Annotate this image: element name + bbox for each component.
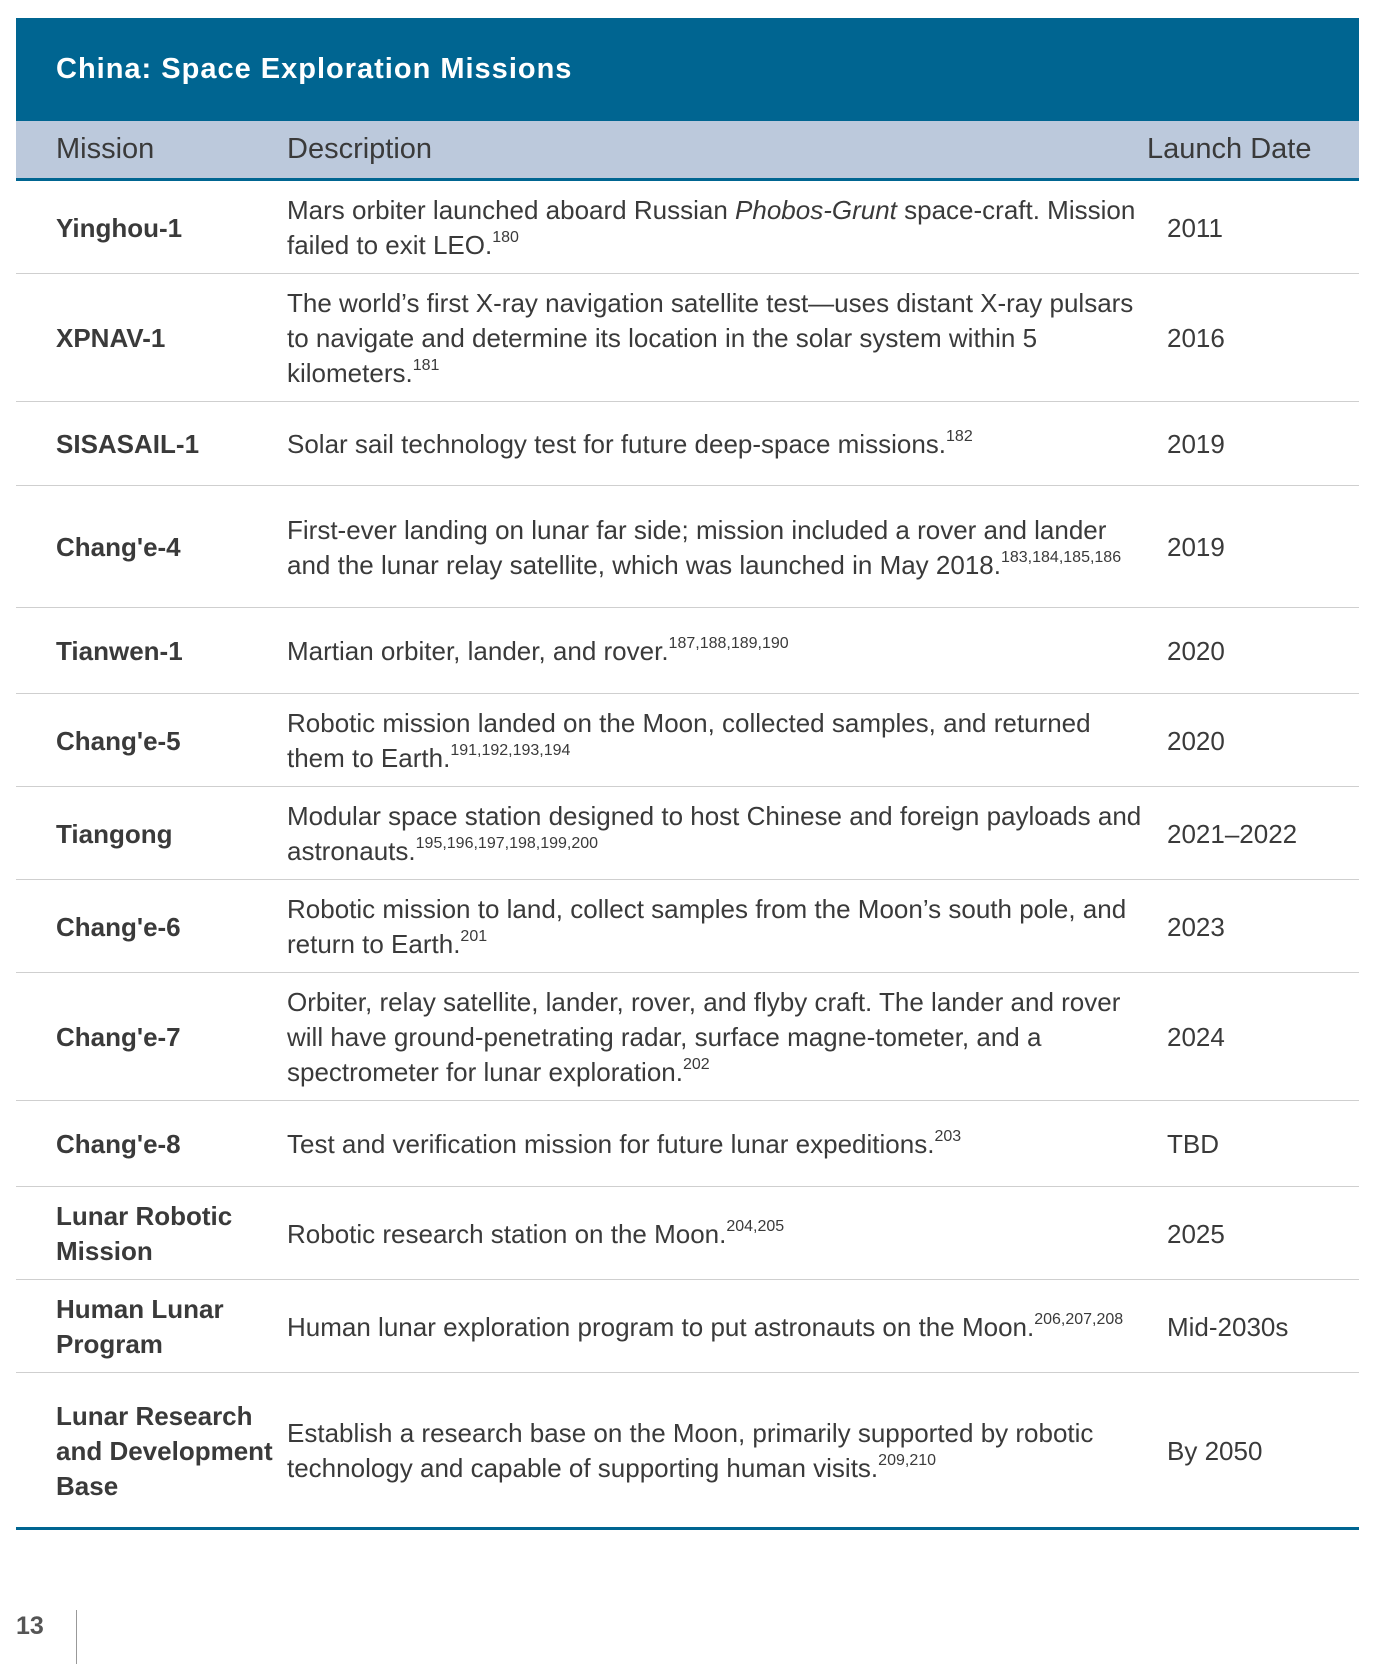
mission-name: Chang'e-7 [16,973,287,1101]
footnote-reference: 203 [934,1128,962,1145]
page-number: 13 [16,1612,44,1640]
footnote-reference: 180 [492,229,519,246]
launch-date: Mid-2030s [1167,1280,1359,1373]
description-emphasis: Phobos-Grunt [735,195,897,225]
description-text: Robotic mission to land, collect samples from the Moon’s south pole, and return to Earth. [287,894,1127,959]
mission-description [287,973,1167,1101]
table-row [16,1187,1359,1280]
mission-description [287,274,1167,402]
description-text: Orbiter, relay satellite, lander, rover, and flyby craft. The lander and rover will have ground-penetrating radar, surface magne-tometer, and a spectrometer for lunar exploration. [287,987,1121,1087]
footnote-reference: 187,188,189,190 [668,635,789,652]
launch-date: 2025 [1167,1187,1359,1280]
launch-date: 2021–2022 [1167,787,1359,880]
mission-description [287,880,1167,973]
mission-description [287,402,1167,486]
table-row [16,1373,1359,1529]
launch-date: 2019 [1167,486,1359,608]
description-text: Test and verification mission for future lunar expeditions. [287,1129,935,1159]
mission-name: Chang'e-6 [16,880,287,973]
mission-description [287,181,1167,274]
table-row [16,787,1359,880]
table-row [16,486,1359,608]
table-row [16,1280,1359,1373]
mission-description [287,608,1167,694]
description-text: Modular space station designed to host Chinese and foreign payloads and astronauts. [287,801,1142,866]
description-text: Human lunar exploration program to put astronauts on the Moon. [287,1311,1035,1342]
table-row [16,608,1359,694]
launch-date: 2023 [1167,880,1359,973]
description-text: Mars orbiter launched aboard Russian [287,195,736,225]
description-text: First-ever landing on lunar far side; mission included a rover and lander and the lunar relay satellite, which was launched in May 2018. [287,514,1107,580]
table-row [16,880,1359,973]
footnote-reference: 191,192,193,194 [450,742,571,759]
mission-name: Tiangong [16,787,287,880]
launch-date: 2016 [1167,274,1359,402]
footer-divider [76,1610,77,1664]
mission-name: Chang'e-4 [16,486,287,608]
mission-name: XPNAV-1 [16,274,287,402]
mission-name: SISASAIL-1 [16,402,287,486]
mission-description [287,694,1167,787]
table-row [16,694,1359,787]
footnote-reference: 209,210 [878,1452,937,1469]
footnote-reference: 201 [460,928,488,945]
description-text: Robotic research station on the Moon. [287,1218,727,1249]
table-row [16,973,1359,1101]
launch-date: 2019 [1167,402,1359,486]
mission-name: Tianwen-1 [16,608,287,694]
mission-description [287,1187,1167,1280]
table-row [16,274,1359,402]
table-row [16,402,1359,486]
column-header-row [16,121,1359,181]
table-row [16,181,1359,274]
launch-date: 2020 [1167,608,1359,694]
mission-name: Yinghou-1 [16,181,287,274]
description-text: The world’s first X-ray navigation satellite test—uses distant X-ray pulsars to navigate and determine its location in the solar system within 5 kilometers. [287,288,1134,388]
description-text: Martian orbiter, lander, and rover. [287,636,669,666]
footnote-reference: 204,205 [726,1217,785,1235]
mission-description [287,486,1167,608]
mission-description [287,1373,1167,1529]
description-text: Robotic mission landed on the Moon, collected samples, and returned them to Earth. [287,708,1091,773]
mission-name: Human Lunar Program [16,1280,287,1373]
mission-name: Chang'e-8 [16,1101,287,1187]
column-header-description: Description [287,133,433,165]
table-row [16,1101,1359,1187]
description-text: Solar sail technology test for future deep-space missions. [287,429,947,459]
mission-description [287,787,1167,880]
footnote-reference: 195,196,197,198,199,200 [415,835,599,852]
footnote-reference: 206,207,208 [1034,1310,1124,1328]
missions-table-card [16,18,1359,1530]
description-text: Establish a research base on the Moon, primarily supported by robotic technology and capable of supporting human visits. [287,1418,1094,1483]
mission-description [287,1101,1167,1187]
launch-date: 2020 [1167,694,1359,787]
description-text-cont: space-craft. Mission failed to exit LEO. [287,195,1136,260]
title-bar [16,18,1359,121]
footnote-reference: 202 [682,1056,710,1073]
footnote-reference: 182 [946,428,973,445]
launch-date: By 2050 [1167,1435,1263,1466]
column-header-mission: Mission [56,133,155,165]
mission-name: Chang'e-5 [16,694,287,787]
footnote-reference: 183,184,185,186 [1000,548,1122,566]
launch-date: 2011 [1167,181,1359,274]
launch-date: TBD [1167,1101,1359,1187]
footnote-reference: 181 [412,357,440,374]
mission-name: Lunar Robotic Mission [16,1187,287,1280]
missions-table [16,181,1359,1530]
mission-description [287,1280,1167,1373]
table-title: China: Space Exploration Missions [56,53,573,85]
column-header-launch-date: Launch Date [1147,133,1312,165]
mission-name: Lunar Research and Development Base [56,1400,273,1501]
launch-date: 2024 [1167,973,1359,1101]
